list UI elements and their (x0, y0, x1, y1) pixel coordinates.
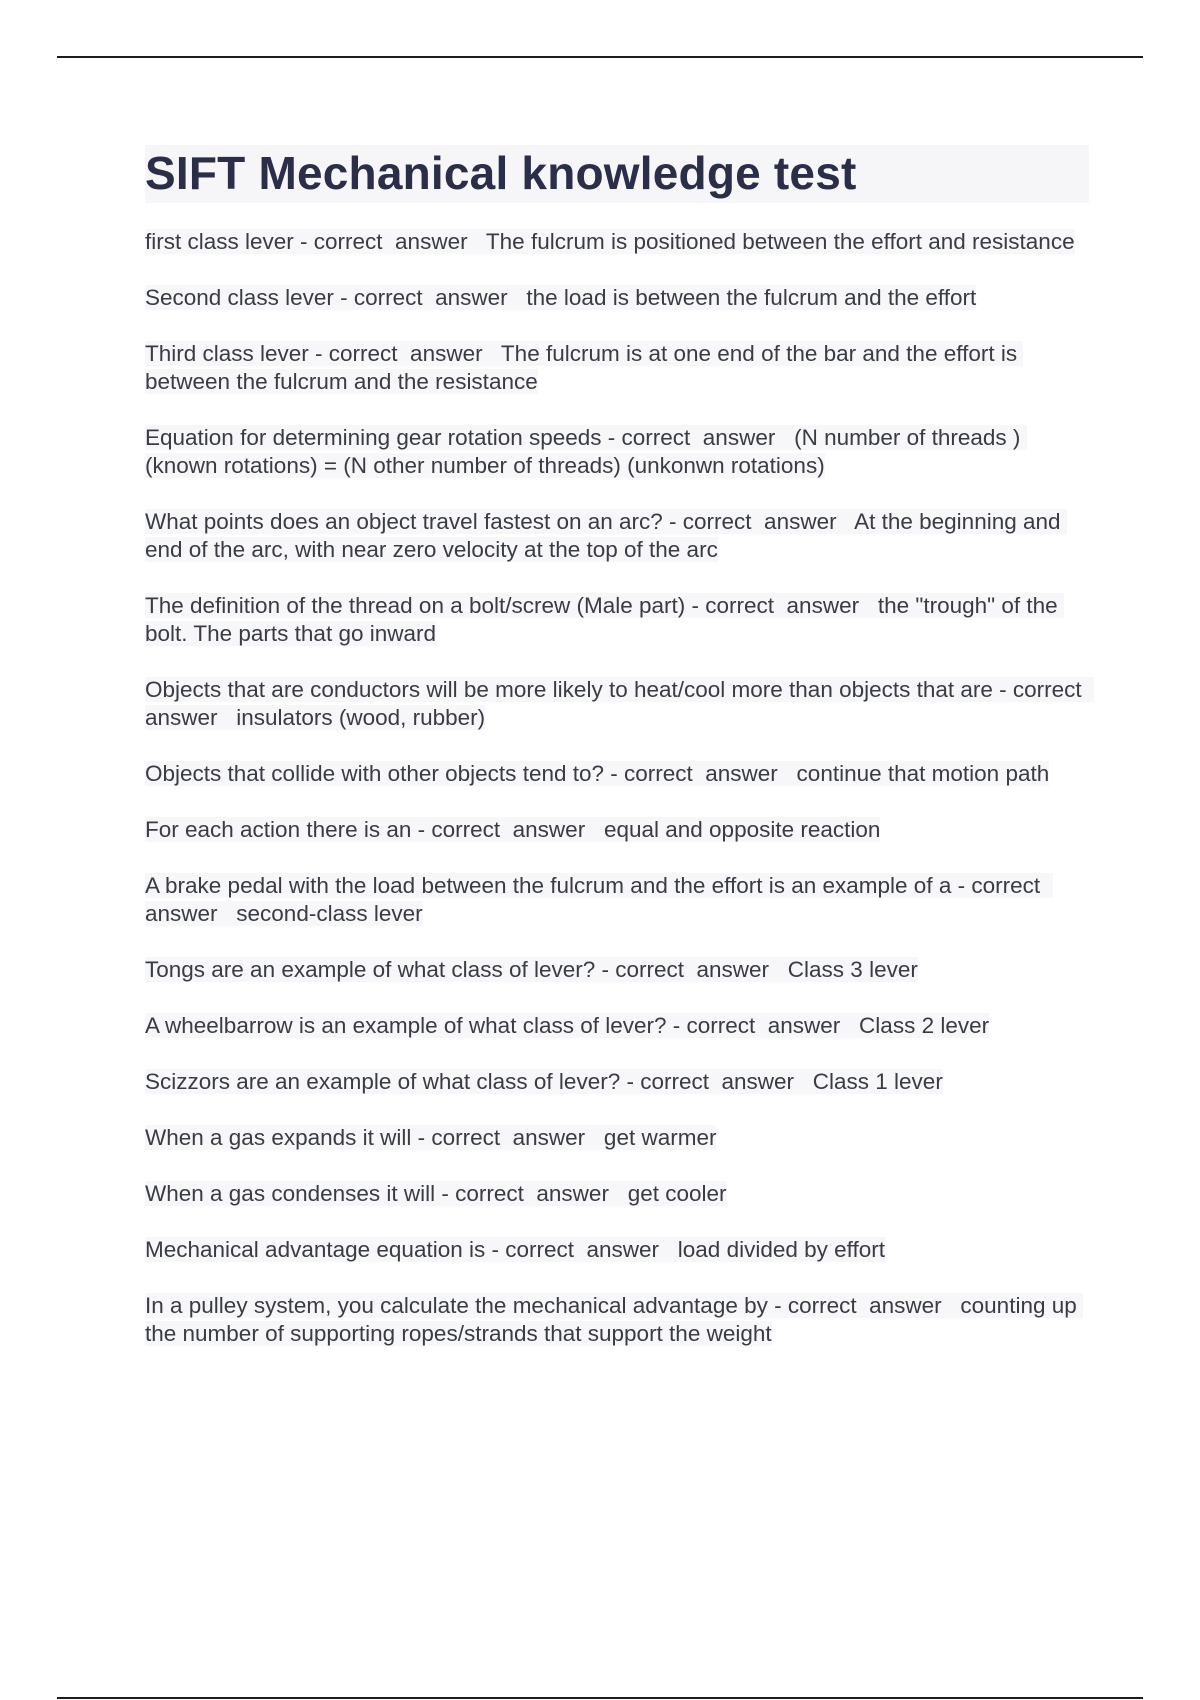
qa-text: Equation for determining gear rotation speeds - correct answer (N number of threads ) (known rotations) = (N other number of threads) (unkonwn rotations) (145, 425, 1027, 478)
qa-text: Tongs are an example of what class of lever? - correct answer Class 3 lever (145, 957, 918, 982)
qa-text: When a gas expands it will - correct answer get warmer (145, 1125, 717, 1150)
qa-text: Mechanical advantage equation is - correct answer load divided by effort (145, 1237, 886, 1262)
qa-item-action-reaction (145, 816, 1095, 844)
qa-item-collisions (145, 760, 1095, 788)
qa-list (145, 228, 1095, 1376)
qa-item-pulley-system (145, 1292, 1095, 1348)
top-rule (57, 56, 1143, 58)
qa-text: Third class lever - correct answer The fulcrum is at one end of the bar and the effort is between the fulcrum and the resistance (145, 341, 1024, 394)
qa-item-tongs (145, 956, 1095, 984)
qa-text: Objects that are conductors will be more likely to heat/cool more than objects that are - correct answer insulators (wood, rubber) (145, 677, 1095, 730)
qa-item-scissors (145, 1068, 1095, 1096)
qa-item-gas-condenses (145, 1180, 1095, 1208)
qa-item-gear-equation (145, 424, 1095, 480)
qa-item-wheelbarrow (145, 1012, 1095, 1040)
qa-item-second-class-lever (145, 284, 1095, 312)
qa-item-brake-pedal (145, 872, 1095, 928)
qa-item-conductors (145, 676, 1095, 732)
qa-text: A brake pedal with the load between the fulcrum and the effort is an example of a - correct answer second-class lever (145, 873, 1053, 926)
qa-item-arc-speed (145, 508, 1095, 564)
qa-text: What points does an object travel fastest on an arc? - correct answer At the beginning and end of the arc, with near zero velocity at the top of the arc (145, 509, 1067, 562)
page-title: SIFT Mechanical knowledge test (145, 147, 857, 199)
qa-text: In a pulley system, you calculate the mechanical advantage by - correct answer counting up the number of supporting ropes/strands that support the weight (145, 1293, 1084, 1346)
bottom-rule (57, 1697, 1143, 1699)
qa-text: Scizzors are an example of what class of lever? - correct answer Class 1 lever (145, 1069, 943, 1094)
qa-item-mechanical-advantage (145, 1236, 1095, 1264)
qa-item-thread-definition (145, 592, 1095, 648)
qa-text: Second class lever - correct answer the load is between the fulcrum and the effort (145, 285, 977, 310)
qa-text: A wheelbarrow is an example of what class of lever? - correct answer Class 2 lever (145, 1013, 990, 1038)
qa-item-gas-expands (145, 1124, 1095, 1152)
qa-text: The definition of the thread on a bolt/screw (Male part) - correct answer the "trough" of the bolt. The parts that go inward (145, 593, 1064, 646)
qa-item-first-class-lever (145, 228, 1095, 256)
qa-text: Objects that collide with other objects tend to? - correct answer continue that motion path (145, 761, 1050, 786)
qa-item-third-class-lever (145, 340, 1095, 396)
qa-text: first class lever - correct answer The fulcrum is positioned between the effort and resistance (145, 229, 1075, 254)
qa-text: When a gas condenses it will - correct answer get cooler (145, 1181, 727, 1206)
qa-text: For each action there is an - correct answer equal and opposite reaction (145, 817, 881, 842)
